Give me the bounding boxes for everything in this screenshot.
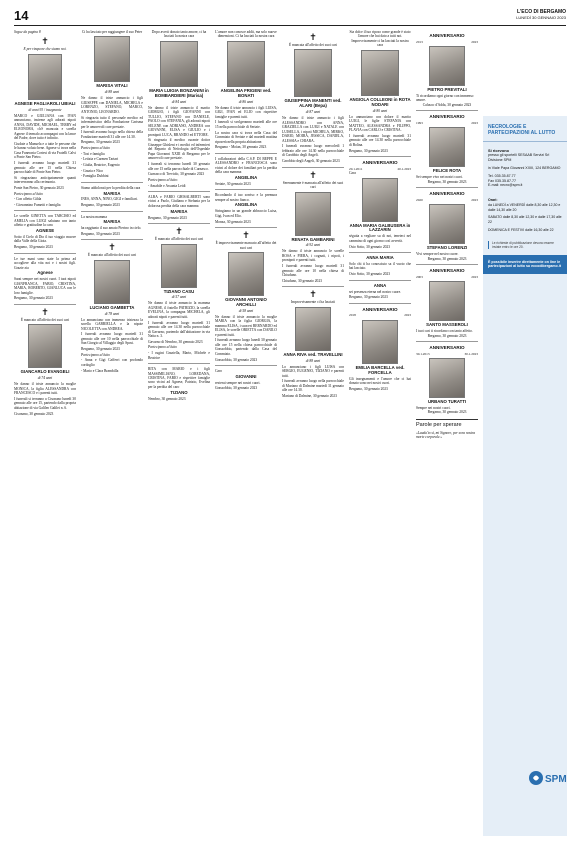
notice-place-date: Bergamo - Moïan, 30 gennaio 2023 xyxy=(215,145,267,150)
hours-sunday: DOMENICA E FESTIVI dalle 16,30 alle 22 xyxy=(488,227,554,232)
year-start: 2018 xyxy=(349,313,356,318)
notice-text: Lo annunciano i figli LUISA con SERGIO, EUGENIO, TIZIANO e parenti tutti. xyxy=(282,364,344,378)
deceased-name: ANGELINA xyxy=(234,202,258,208)
anniversary-years xyxy=(416,121,478,125)
year-end: 2023 xyxy=(471,274,478,279)
notice-text: Sarai sempre nei nostri cuori. I tuoi nipoti GIANFRANCA, FABIO, CRISTINA, MARIA, ROBERTO, GIANLUCA con le loro famiglie. xyxy=(14,277,76,295)
notice-text: Caro xyxy=(215,369,222,374)
deceased-name: ANNA RIVA ved. TRAVELLINI xyxy=(283,351,343,357)
notice-text: Ti ricordiamo ogni giorno con immenso amore. xyxy=(416,93,474,103)
anniversary-heading: ANNIVERSARIO xyxy=(429,114,465,120)
notice-quote: E per rinquore che siamo noi. xyxy=(23,47,67,52)
parole-box xyxy=(416,419,478,440)
deceased-name: AGNESE xyxy=(35,228,55,234)
notice-text: I funerali avranno luogo martedì 31 gennaio alle ore 10 nella parrocchiale di San Giorgio al Villaggio degli Sposi. xyxy=(81,332,143,346)
deceased-name: ANNA MARIA xyxy=(366,255,394,261)
divider xyxy=(416,187,478,188)
deceased-age: di 74 anni xyxy=(37,376,53,381)
notice-text: INES, ANNA, NINO, GIGI e familiari. xyxy=(81,197,138,202)
notice-text: Ricordando il tuo sorriso e la premura sempre al nostro fianco. xyxy=(215,193,277,202)
notice-text: Sotto il Cielo di Dio il tuo viaggio muove dalla Valle della Gioia. xyxy=(14,234,76,244)
year-end: 2023 xyxy=(471,39,478,44)
notice-text: I collaboratori della C.S.P. DI BEPPE E ALESSANDRO e FRANCESCA sono vicini al dolore dei familiari per la perdita della cara mamma xyxy=(215,156,277,175)
column-1 xyxy=(14,30,76,838)
year-start: 20.1.2011 xyxy=(349,166,363,171)
deceased-name: GIOVANNI ANTONIO ARCHILLI xyxy=(225,297,267,307)
column-4 xyxy=(215,30,277,838)
logo-text: SPM xyxy=(545,774,567,785)
notice-place-date: Cisonano, 30 gennaio 2023 xyxy=(14,411,54,416)
divider xyxy=(416,341,478,342)
year-end: 2023 xyxy=(471,198,478,202)
portrait-photo xyxy=(362,178,398,222)
notice-text: Sempre nei nostri cuori. xyxy=(416,405,451,410)
participant: - Amabile e Assunta Leidi xyxy=(148,183,186,188)
deceased-age: di 88 anni xyxy=(305,358,321,363)
notice-body xyxy=(349,377,411,392)
portrait-photo xyxy=(160,41,198,87)
portrait-photo xyxy=(429,46,465,86)
notice-place-date: Osio Sotto, 30 gennaio 2023 xyxy=(349,244,391,249)
divider xyxy=(81,239,143,240)
anniversary-heading: ANNIVERSARIO xyxy=(362,306,398,312)
notice-body xyxy=(81,186,143,208)
deceased-name: ANNA MARIA GALBUSERA in LAZZARIN xyxy=(349,222,411,233)
notice-body xyxy=(282,249,344,283)
deceased-age: di 80 anni xyxy=(372,108,388,113)
portrait-photo xyxy=(361,50,399,96)
divider xyxy=(349,156,411,157)
notice-body xyxy=(215,193,277,224)
divider xyxy=(148,223,210,224)
notice-text: È mancata all'affetto dei suoi cari xyxy=(289,43,337,47)
anniversary-heading: ANNIVERSARIO xyxy=(429,33,465,38)
notice-place-date: Bergamo, 30 gennaio 2023 xyxy=(427,256,467,261)
notice-text: Si ringraziano anticipatamente quanti interverranno alla cerimonia. xyxy=(14,175,76,185)
notice-place-date: Bergamo, 30 gennaio 2023 xyxy=(81,203,120,208)
hours-heading: Orari: xyxy=(488,198,498,203)
notice-text: I funerali avranno luogo lunedì 30 gennaio alle ore 15 nella chiesa parrocchiale di Grassobbio, partendo dalla Casa del Commiato. xyxy=(215,338,277,356)
divider xyxy=(349,252,411,253)
notice-text: Sei sempre vivo nei nostri cuori. xyxy=(416,175,463,180)
participant: - Tosi e famiglia xyxy=(81,151,105,156)
page-number: 14 xyxy=(14,8,29,23)
anniversary-years xyxy=(416,198,478,202)
column-5 xyxy=(282,30,344,838)
notice-text: I funerali si terranno a Cisonano lunedì 30 gennaio alle ore 15, partendo dalla propria abitazione di via Galileo Galilei n. 6. xyxy=(14,396,76,410)
column-6 xyxy=(349,30,411,838)
notice-place-date: Curnasco di Treviolo, 30 gennaio 2023 xyxy=(148,172,205,177)
participant: - I cugini Graziella, Mario, Michele e Beatrice xyxy=(148,351,210,360)
notice-text: Siamo addolorati per la perdita della cara xyxy=(81,185,141,190)
notice-place-date: Bergamo, 30 gennaio 2023 xyxy=(14,296,53,301)
notice-body xyxy=(215,315,277,362)
notice-text: Cara xyxy=(349,171,356,176)
deceased-name: ANGELINA xyxy=(234,174,258,180)
portrait-photo xyxy=(362,320,398,364)
participant: - Famiglia Dubbini xyxy=(81,174,109,179)
deceased-name: RENATA GAMBARINI xyxy=(291,236,335,242)
cross-icon: ✝ xyxy=(41,36,49,47)
notice-text: È mancato all'affetto dei suoi cari xyxy=(20,317,70,322)
deceased-name: GIOVANNI xyxy=(235,373,257,379)
notice-place-date: Bergamo, 30 gennaio 2023 xyxy=(81,140,120,145)
notice-text: Si ringrazia tutto il personale medico ed infermieristico della Fondazione Carisma per le amorevoli cure prestate. xyxy=(81,115,143,129)
notice-text: Ne danno il triste annuncio le sorelle ROSA e PIERA, i cognati, i nipoti, i pronipoti e parenti tutti. xyxy=(282,249,344,263)
notice-body xyxy=(81,96,143,178)
deceased-name: LUCIANO GAMBETTA xyxy=(89,304,135,310)
participant: - Mario e Clara Brambilla xyxy=(81,368,119,373)
contact-address: in Viale Papa Giovanni XXIII, 124 BERGAMO xyxy=(488,165,561,170)
year-start: 30.1.2013 xyxy=(416,351,430,356)
column-2 xyxy=(81,30,143,838)
notice-text: Ci ha lasciato per raggiungere il suo Peter xyxy=(81,30,143,34)
notice-text: resterai sempre nei nostri cuori. xyxy=(215,380,261,385)
notice-text: Sia dolce il tuo riposo come grande è stato l'amore che hai dato a tutti noi. Improvvisamente ci ha lasciati la nostra cara xyxy=(349,30,411,48)
hours-block xyxy=(483,194,567,236)
notice-body xyxy=(14,114,76,208)
year-end: 2023 xyxy=(404,313,411,318)
notice-body xyxy=(14,214,76,249)
divider xyxy=(416,264,478,265)
portrait-photo xyxy=(228,252,264,296)
notice-body xyxy=(215,157,277,187)
notice-text: Le sorelle GINETTA con TARCISIO ed AMELIA con LUIGI salutano con tanto affetto e gratitudine la cara xyxy=(14,214,76,228)
anniversary-years xyxy=(416,40,478,44)
notice-place-date: Carobbio degli Angeli, 30 gennaio 2023 xyxy=(282,159,340,164)
notice-place-date: Seriate, 30 gennaio 2023 xyxy=(215,181,251,186)
column-7 xyxy=(416,30,478,838)
deceased-age: di 58 anni xyxy=(238,308,254,313)
deceased-name: TIZIANO xyxy=(170,389,188,395)
deceased-age: di 92 anni xyxy=(305,243,321,248)
anniversary-heading: ANNIVERSARIO xyxy=(362,160,398,166)
year-end: 20.1.2023 xyxy=(397,166,411,171)
portrait-photo xyxy=(429,204,465,244)
deceased-name: MARIA LUIGIA BONZANINI in BOMBARDIERI (Marisa) xyxy=(149,87,209,98)
notice-place-date: Bergamo, 30 gennaio 2023 xyxy=(427,333,467,338)
portrait-photo xyxy=(161,244,197,288)
notice-place-date: Grassobbio, 30 gennaio 2023 xyxy=(215,386,258,391)
notice-body xyxy=(282,365,344,399)
year-start: 1993 xyxy=(416,121,423,126)
notice-body xyxy=(349,234,411,249)
notice-body xyxy=(14,382,76,416)
notice-place-date: Gavarno di Nembro, 30 gennaio 2023 xyxy=(148,339,203,344)
deceased-name: PIETRO PREVITALI xyxy=(427,86,467,92)
contact-heading: Si ricevono xyxy=(488,148,509,153)
notice-body xyxy=(148,106,210,188)
participants-heading: Partecipano al lutto xyxy=(148,345,177,350)
anniversary-heading: ANNIVERSARIO xyxy=(429,345,465,351)
divider xyxy=(215,365,277,366)
divider xyxy=(14,210,76,211)
notice-place-date: Bergamo, 30 gennaio 2023 xyxy=(148,215,187,220)
notice-text: sèguita a vegliare su di noi, teneteci nel cammino di ogni giorno così avvertà. xyxy=(349,234,411,243)
notice-place-date: Monza, 30 gennaio 2023 xyxy=(215,219,251,224)
portrait-photo xyxy=(294,49,332,97)
notice-body xyxy=(349,115,411,153)
deceased-name: FELICE ROTA xyxy=(432,168,462,174)
notice-body xyxy=(349,256,411,277)
portrait-photo xyxy=(429,127,465,167)
cross-icon: ✝ xyxy=(175,226,183,237)
issue-date: LUNEDÌ 30 GENNAIO 2023 xyxy=(516,15,566,21)
notice-text: Ne danno il triste annuncio i figli ALESSANDRO con ANNA, GRAZIELLA con LUIGI e NATALE con LUISELLA, i nipoti MICHELA, MIRKO, DARIO, MOIRA, JESSICA, DANIELA, ALESSIA e CHIARA. xyxy=(282,116,344,143)
divider xyxy=(282,167,344,168)
participant: - Grazia e Nico xyxy=(81,168,104,173)
notice-place-date: Grassobbio, 30 gennaio 2023 xyxy=(215,357,258,362)
notice-text: I funerali si svolgeranno martedì alle ore 15 nella parrocchiale di Seriate. xyxy=(215,120,277,129)
parole-text: «Lauda'to sì, mi Signore, per sora nostra morte corporale.» xyxy=(416,430,476,440)
contact-text: presso gli sportelli SESAAB Servizi Srl Divisione SPM xyxy=(488,153,550,163)
participant: - Anna e Gigi Cafferri con profondo cordoglio xyxy=(81,358,143,367)
portrait-photo xyxy=(295,307,331,351)
divider xyxy=(416,110,478,111)
participants-heading: Partecipano al lutto xyxy=(81,146,110,150)
notice-place-date: Chiuduno, 30 gennaio 2023 xyxy=(282,278,322,283)
deceased-name: GIUSEPPINA MANENTI ved. ALARI (Bepa) xyxy=(284,98,342,109)
notice-text: Le tue mani sono state la prima ad accogliere alla vita noi e i nostri figli. Grazie zia xyxy=(14,256,76,270)
participants-heading: Partecipano al lutto xyxy=(14,191,43,196)
participant: - Letizia e Carmen Tartari xyxy=(81,157,119,162)
notice-body xyxy=(349,284,411,300)
deceased-name: STEFANO LORENZI xyxy=(426,245,468,251)
column-3 xyxy=(148,30,210,838)
deceased-age: di 57 anni xyxy=(171,295,187,300)
divider xyxy=(349,280,411,281)
divider xyxy=(349,303,411,304)
participants-heading: Partecipano al lutto: xyxy=(148,177,179,182)
notice-place-date: Bergamo, 30 gennaio 2023 xyxy=(81,231,120,236)
hours-weekday: da LUNEDÌ a VENERDÌ dalle 8,30 alle 12,30 e dalle 14,30 alle 20 xyxy=(488,203,561,212)
notice-place-date: Nembro, 30 gennaio 2023 xyxy=(148,396,186,401)
notice-place-date: Calusco d'Adda, 30 gennaio 2023 xyxy=(422,102,472,107)
deceased-name: URBANO TURATTI xyxy=(427,399,467,405)
notice-text: La nostra cara si trova nella Casa del Commiato di Seriate e dal martedì mattina riposerà nella propria abitazione. xyxy=(215,130,277,144)
participants-heading: Partecipano al lutto xyxy=(81,352,110,357)
notice-body xyxy=(81,215,143,237)
deceased-age: di 86 anni xyxy=(238,99,254,104)
notice-place-date: Bergamo, 30 gennaio 2023 xyxy=(427,410,467,415)
deceased-name: MARISA xyxy=(103,190,121,196)
notice-text: I funerali avranno luogo martedì 31 gennaio alle ore 10 nella chiesa di Chiuduno. xyxy=(282,264,344,278)
notice-text: I funerali avranno luogo martedì 31 gennaio alle ore 14.30 nella parrocchiale di Gavarno, partendo dall'abitazione in via Natta n. 3. xyxy=(148,320,210,339)
anniversary-heading: ANNIVERSARIO xyxy=(429,191,465,197)
continuation-note: Segue da pagina 8 xyxy=(14,30,41,34)
divider xyxy=(215,227,277,228)
notice-text: I funerali avranno luogo nella chiesa della Fondazione martedì 31 alle ore 14.30. xyxy=(81,130,143,139)
notice-text: Ne danno il triste annuncio la mamma AGNESE, il fratello PATRIZIO, la sorella EVELINA, la compagna MICHELA, gli adorati nipoti e parenti tutti. xyxy=(148,301,210,319)
notice-text: È improvvisamente mancato all'affetto dei suoi cari xyxy=(215,241,277,250)
page-header xyxy=(14,8,566,26)
notice-body xyxy=(148,301,210,360)
cross-icon: ✝ xyxy=(309,169,317,180)
deceased-name: GIANCARLO EVANGELI xyxy=(20,369,70,375)
sidebar-title: NECROLOGIE E PARTECIPAZIONI AL LUTTO xyxy=(483,116,567,142)
cross-icon: ✝ xyxy=(309,32,317,42)
notice-text: I tuoi cari ti ricordano con tanto affetto. xyxy=(416,329,473,334)
notice-text: I funerali si terranno lunedì 30 gennaio alle ore 15 nella parrocchiale di Curnasco. xyxy=(148,162,210,171)
notice-body xyxy=(81,318,143,373)
notice-text: Ne danno il triste annuncio la moglie MONICA, la figlia ALESSANDRA con FRANCESCO e i parenti tutti. xyxy=(14,382,76,396)
year-end: 2023 xyxy=(471,121,478,126)
notice-body xyxy=(282,116,344,163)
divider xyxy=(215,153,277,154)
deceased-name: AGNESE PAGLIAROLI UBIALI xyxy=(14,100,76,106)
portrait-photo xyxy=(429,281,465,321)
anniversary-years xyxy=(349,313,411,317)
notice-text: I funerali avranno luogo martedì 31 gennaio alle ore 14.30 nella parrocchiale di Bolina. xyxy=(349,133,411,147)
notice-text: La nostra mamma xyxy=(81,214,107,219)
notice-body xyxy=(148,195,210,220)
deceased-name: Agnese xyxy=(37,270,53,276)
anniversary-years xyxy=(416,352,478,356)
cross-icon: ✝ xyxy=(108,242,116,253)
notice-text: I funerali avranno luogo martedì 31 gennaio alle ore 15 nella Chiesa parrocchiale di Ponte San Pietro. xyxy=(14,161,76,175)
notice-place-date: Osio Sotto, 30 gennaio 2023 xyxy=(349,272,391,277)
spm-logo xyxy=(528,768,567,788)
deceased-name: MARISA xyxy=(170,208,188,214)
contact-email[interactable]: E-mail: necro@spm.it xyxy=(488,183,523,188)
notice-text: Improvvisamente ci ha lasciati xyxy=(290,300,335,305)
deceased-age: di 88 anni xyxy=(104,90,120,95)
divider xyxy=(148,191,210,192)
year-start: 2020 xyxy=(416,198,423,202)
deceased-name: TIZIANO CASU xyxy=(163,288,195,294)
online-promo[interactable]: È possibile inserire direttamente on line le partecipazioni al lutto su eccodibergamo.it xyxy=(483,255,567,274)
divider xyxy=(148,363,210,364)
notice-place-date: Bergamo, 30 gennaio 2023 xyxy=(81,347,120,352)
portrait-photo xyxy=(94,36,130,82)
deceased-age: di 87 anni xyxy=(305,110,321,115)
participant: - Giovannino Fumetti e famiglia xyxy=(14,202,61,207)
notice-text: RITA con MARIO e i figli MASSIMILIANO, LOREDANA, CRISTINA, FABIO e rispettive famiglie sono vicini ad Agnese, Patrizio, Evelina per la perdita del caro xyxy=(148,367,210,389)
deceased-name: MARISA xyxy=(103,219,121,225)
divider xyxy=(81,182,143,183)
notice-text: Gli insegnamenti e l'amore che ci hai donato sono nei nostri cuori. xyxy=(349,376,411,386)
year-start: 2013 xyxy=(416,39,423,44)
notice-text: Dopo averti donato tanto amore, ci ha lasciati la nostra cara xyxy=(151,30,207,39)
divider xyxy=(282,286,344,287)
deceased-name: MARISA VITALI xyxy=(96,83,128,89)
year-end: 30.1.2023 xyxy=(464,351,478,356)
participant: - Con affetto Gilda xyxy=(14,197,42,202)
divider xyxy=(81,211,143,212)
contact-phone: Tel. 035.35.87.77 xyxy=(488,173,516,178)
notice-place-date: Ponte San Pietro, 30 gennaio 2023 xyxy=(14,185,64,190)
notice-text: L'amore non conosce addii, ma solo nuove dimensioni. Ci ha lasciati la nostra cara xyxy=(215,30,277,39)
deceased-name: ANNA xyxy=(373,282,387,288)
masthead xyxy=(516,9,566,20)
notice-text: Ne danno il triste annuncio i figli LUISA, GIGI, IVAN ed ELIO con rispettive famiglie e parenti tutti. xyxy=(215,105,277,119)
year-start: 2003 xyxy=(416,274,423,279)
portrait-photo xyxy=(429,358,465,398)
notice-text: Serenamente è mancata all'affetto dei suoi cari xyxy=(282,180,344,190)
deceased-age: di 84 anni xyxy=(171,99,187,104)
notice-text: Solo chi ti ha conosciuto sa il vuoto che hai lasciato. xyxy=(349,261,411,271)
anniversary-heading: ANNIVERSARIO xyxy=(429,268,465,274)
portrait-photo xyxy=(295,192,331,236)
portrait-photo xyxy=(227,41,265,87)
anniversary-years xyxy=(416,275,478,279)
cross-icon: ✝ xyxy=(309,289,317,300)
notice-text: Ne danno il triste annuncio il marito GIORGIO, i figli GIOVANNI con TULLIO, STEFANO con DANIELE, PAOLO con STEFANIA, gli adorati nipoti SELENE con ADRIANO, ANDREA con GIOVANNI, ELISA e GIULIO e i pronipoti LUCA, BRANDO ed ETTORE. xyxy=(148,105,210,137)
portrait-photo xyxy=(28,324,62,368)
contact-fax: Fax 035.35.87.77 xyxy=(488,178,516,183)
notice-text: sei presenza eterna nel nostro cuore. xyxy=(349,289,402,294)
deadline-note: Le richieste di pubblicazione devono essere inviate entro le ore 20. xyxy=(488,241,562,249)
notice-body xyxy=(215,369,277,391)
notice-text: ALBA e FABIO GHISALBERTI sono vicini a Paolo, Giuliana e Stefania per la dolorosa perdita della cara mamma xyxy=(148,195,210,208)
notice-text: I funerali avranno luogo mercoledì 1 febbraio alle ore 14.30 nella parrocchiale di Carobbio degli Angeli. xyxy=(282,144,344,158)
cross-icon: ✝ xyxy=(41,306,49,317)
cross-icon: ✝ xyxy=(242,230,250,241)
publication-name: L'ECO DI BERGAMO xyxy=(517,9,566,15)
notice-body xyxy=(215,106,277,150)
notice-place-date: Bergamo, 30 gennaio 2023 xyxy=(349,148,388,153)
notice-text: Lo annunciano con dolore il marito LUIGI, le figlie STEFANIA con MATTEO, ALESSANDRA e FILIPPO, FLAVIA con CARLO e CRISTINA. xyxy=(349,114,411,133)
deceased-name: EMILIA BARCELLA ved. FORCELLA xyxy=(355,364,405,375)
notice-place-date: Bergamo, 30 gennaio 2023 xyxy=(349,386,388,391)
notice-text: È mancato all'affetto dei suoi cari xyxy=(154,237,204,242)
notice-text: Vivi sempre nel nostro cuore. xyxy=(416,252,459,257)
notice-text: I funerali avranno luogo nella parrocchiale di Mariano di Dalmine martedì 31 gennaio alle ore 14.30. xyxy=(282,379,344,393)
notice-text: Ne danno il triste annuncio la moglie MARIA con la figlia GIORGIA, la mamma ELISA, i suoceri BERNARDO ed ELISA, le sorelle ORIETTA con DANILO e parenti tutti. xyxy=(215,314,277,337)
hours-saturday: SABATO dalle 8,30 alle 12,30 e dalle 17,30 alle 22 xyxy=(488,215,562,225)
notice-text: È mancato all'affetto dei suoi cari xyxy=(87,253,137,258)
contact-block xyxy=(483,142,567,194)
portrait-photo xyxy=(28,54,62,100)
portrait-photo xyxy=(94,260,130,304)
divider xyxy=(14,253,76,254)
notice-body xyxy=(148,367,210,401)
notice-text: Si ringrazia il medico curante dottor Giuseppe Ghisleni e i medici ed infermieri del Reparto di Nefrologia dell'Ospedale Papa Giovanni XXIII di Bergamo per le amorevoli cure prestate. xyxy=(148,138,210,161)
deceased-age: di anni 93 / insegnante xyxy=(28,107,62,112)
divider xyxy=(215,189,277,190)
notice-text: Stringiamo in un grande abbraccio Luisa, Gigi, Ivan ed Elio. xyxy=(215,209,277,218)
notice-text: Ne danno il triste annuncio i figli GIUSEPPE con DANIELA, MICHELA e LORENZO, STEFANO, MARCO, ANTONIO, LEONARDO. xyxy=(81,96,143,114)
info-sidebar xyxy=(483,116,567,836)
deceased-name: ANGELINA FRIGENI ved. BONATI xyxy=(220,87,272,98)
deceased-name: SANTO MASSEROLI xyxy=(426,322,468,328)
notice-text: MARCO e GIULIANA con IVAN annunciano, insieme agli adorati nipoti ANNA, DAVIDE, MICHAEL, TERRY ed ELEONORA, ch'è mancata e sorella Agnese il termalo accompagni con la lance del Padre, dove tutto è infinito. xyxy=(14,113,76,141)
deceased-name: ANGIOLA COLLEONI in ROTA NODARI xyxy=(349,96,411,107)
notice-text: Ciudate a Manuela e a tutte le persone che le hanno voluto bene. Agnese si trova nella Casa Funeraria Cortesi di via Fratelli Calvi a Ponte San Pietro. xyxy=(14,141,76,160)
notice-text: Lo annunciano con immenso tristezza la sorella GABRIELLA e la nipote NICOLETTA con ANDREA. xyxy=(81,317,143,331)
deceased-age: di 78 anni xyxy=(104,311,120,316)
divider xyxy=(14,304,76,305)
parole-title: Parole per sperare xyxy=(416,421,462,428)
notice-text: ha raggiunto il suo amato Pierino in cielo. xyxy=(81,226,142,231)
notice-place-date: Bergamo, 30 gennaio 2023 xyxy=(427,179,467,184)
notice-place-date: Bergamo, 30 gennaio 2023 xyxy=(349,295,388,300)
participant: - Giulia, Beatrice, Eugenio xyxy=(81,163,120,168)
notice-place-date: Mariano di Dalmine, 30 gennaio 2023 xyxy=(282,393,337,398)
notice-place-date: Bergamo, 30 gennaio 2023 xyxy=(14,245,53,250)
notice-body xyxy=(14,257,76,301)
